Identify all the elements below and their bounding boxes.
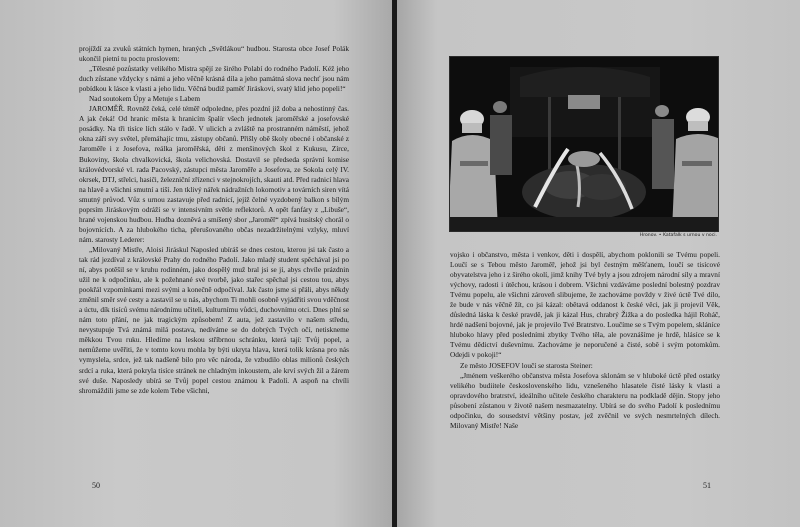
right-page-number: 51: [703, 481, 711, 490]
paragraph: „Jménem veškerého občanstva města Josefova sklonám se v hluboké úctě před ostatky velikého budiitele československého lidu, vznešeného hlasatele čisté lásky k vlasti a opravdového bratrství, ideálního učitele českého charakteru na podkladě dějin. Stopy jeho působení zůstanou v životě našem nesmazatelny. Ubírá se do svého Padolí k poslednímu odpočinku, do sousedství většiny postav, jež zvěčnil ve svých nesmrtelných dílech. Milovaný Mistře! Naše: [450, 370, 720, 430]
paragraph: JAROMĚŘ. Rovněž čeká, celé téměř odpoledne, přes pozdní již doba a nehostinný čas. A jak čeká! Od hranic města k hranicím špalír všech jednotek jaroměřské a josefovské posádky. Na tři tisíce lích stálo v řadě. V ulicích a zvláště na prostranném náměstí, jehož okna září svy světel, přemáhajíc tmu, zástupy občanů. Přišly obě školy obecné i občanské z Jaroměře i z Josefova, reálka jaroměřská, děti z menšinových škol z Kukusu, Zírce, Bukoviny, škola chvalkovická, škola velichovská. Dostavil se předseda správní komise královédvorské vl. rada Pacovský, zástupci města Jaroměře a Josefova, ze Sokola celý IV. okrsek, DTJ, střelci, hasiči, železniční zřízenci v stejnokrojích, skauti atd. Před radnicí hlava na hlavě a všichni smutní a tiší. Jen tklivý nářek nádražních lokomotiv a továrních siren vítá smutný průvod. Vůz s urnou zastavuje před radnicí, jejíž čelné vyzdobený balkon s bílým poprsím Jiráskovým odráží se v intensivním světle reflektorů. A opět fanfáry z „Libuše“, hrané vojenskou hudbou. Hudba dozněvá a smíšený sbor „Jaroměř“ zpívá husitský chorál o bojovnících. A za hlubokého ticha, přerušovaného občas nezadržitelnými vzlyky, mluví nám. starosty Lederer:: [79, 104, 349, 244]
left-page-number: 50: [92, 481, 100, 490]
paragraph: projíždí za zvuků státních hymen, hraných „Světlákou“ hudbou. Starosta obce Josef Polák ukončil pietní tu poctu proslovem:: [79, 44, 349, 64]
paragraph: Nad soutokem Úpy a Metuje s Labem: [89, 94, 201, 104]
left-page-text: [79, 44, 349, 396]
paragraph: vojsko i občanstvo, města i venkov, děti i dospělí, abychom poklonili se Tvému popeli. Loučí se s Tebou město Jaroměř, jehož jsi byl čestným měšťanem, loučí se tisícové obyvatelstva jeho i z širého okolí, jimž knihy Tvé byly a jsou zdrojem národní síly a mravní výchovy, radosti i útěchou, krásou i dobrem. Všichni vzdáváme poslední bolestný pozdrav Tvému popelu, ale všichni zároveň slibujeme, že zachováme povždy v živé úctě Tvé dílo, že bude v nás věčně žít, co jsi kázal: obětavá oddanost k české věci, jak ji projevil Věk, důsledná láska k české pravdě, jak ji kázal Hus, chrabrý Žižka a do posledka hájil Roháč, hrdé nadšení bojovné, jak je projevilo Tvé Bratrstvo. Loučíme se s Tvým popelem, skláníce hluboko hlavy před posledními zbytky Tvého těla, ale povznášíme je hrdě, hlásíce se k Tvému dědictví duševnímu. Zachováme je neporučené a čisté, sobě i svým potomkům. Odejdi v pokoji!“: [450, 250, 720, 360]
right-page: [397, 0, 800, 527]
paragraph: Ze město JOSEFOV loučí se starosta Steiner:: [460, 360, 593, 370]
paragraph: „Milovaný Mistře, Aloisi Jiráskul Naposled ubíráš se dnes cestou, kterou jsi tak často a tak rád jezdíval z královské Prahy do rodného Padolí. Jako mladý student spěchával jsi po ní, abys potěšil se v kruhu rodinném, jako dospělý muž bral jsi se jí, abys chvíle prázdnin užil ne k odpočinku, ale k požehnané své tvorbě, jako stařec spěchal jsi cestou tou, abys pookřál vzpomínkami mezi svými a konečně odpočíval. Jak často jsme si přáli, abys někdy změnil směr své cesty a zastavil se u nás, abychom Ti mohli osobně vyjádřiti svou vděčnost a úctu, dík tisíců svému národnímu učiteli, kulturnímu vůdci, duchovnímu otci. Dnes plní se nám toto přání, ne jak tragickým způsobem! Z auta, jež zastavilo v našem středu, nevystupuje Tvá známá milá postava, nedíváme se do dobrých Tvých očí, netiskneme měkkou Tvou ruku. Hledíme na leskou stříbrnou schránku, která tají: Tvůj popel, a nemůžeme uvěřiti, že v tomto kovu mohla by býti ukryta hlava, která tolik krásna pro nás vymyslela, srdce, jež tak nadšeně bilo pro věc národa, že vzbudilo oblas milionů českých srdcí a ruka, která pokryla tisíce stránek ne chladným inkoustem, ale krví svých žil a žárem své duše. Naposledy ubírá se Tvůj popel cestou známou k Padolí. A aspoň na chvíli shromáždili jsme se zde kolem Tebe všichni,: [79, 244, 349, 395]
photo-caption: Hronov. • Katafalk s urnou v noci.: [639, 233, 717, 238]
paragraph: „Tělesné pozůstatky velikého Mistra spějí ze širého Polabí do rodného Padolí. Kéž jeho duch zůstane vždycky s námi a jeho věčně krásná díla a jeho památná slova nechť jsou nám pobídkou k lásce k vlasti a jeho lidu. Věčná budiž paměť Jiráskovi, svatý klid jeho popeli!“: [79, 64, 349, 94]
catafalque-photo: [449, 56, 719, 232]
right-page-text: [450, 250, 720, 431]
left-page: [0, 0, 392, 527]
catafalque-photo-drawing: [450, 57, 718, 231]
